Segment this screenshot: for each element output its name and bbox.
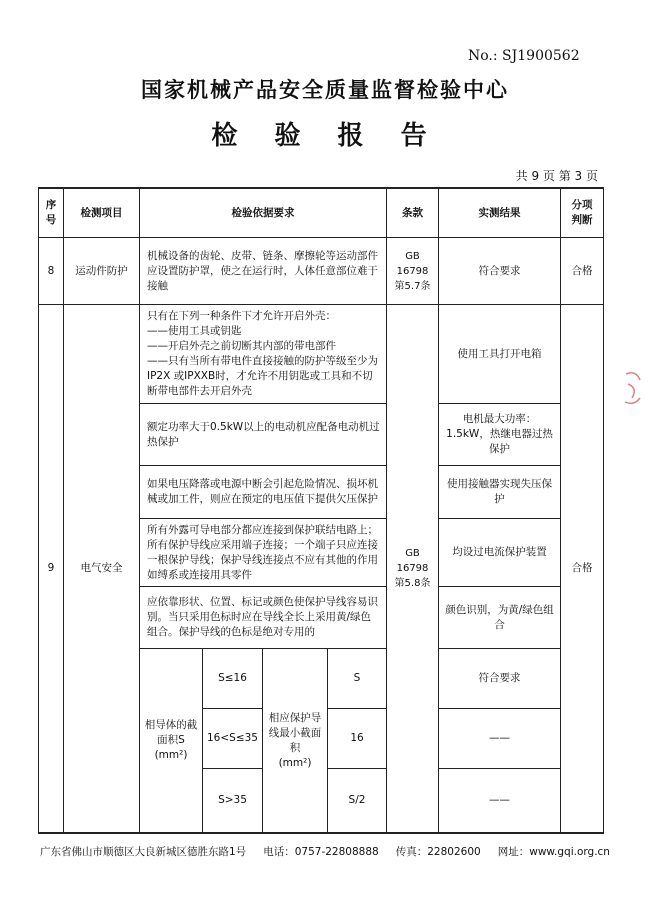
grid-result-2: —— bbox=[489, 732, 510, 744]
row9-sub1-requirement: 只有在下列一种条件下才允许开启外壳： ——使用工具或钥匙 ——开启外壳之前切断其内部的带电部件 ——只有当所有带电件直接接触的防护等级至少为IP2X 或IPXXB时，才允许不用钥匙或工具和不切断带电部件去开启外壳 bbox=[147, 310, 378, 397]
row8-judge: 合格 bbox=[571, 264, 593, 277]
header-result: 实测结果 bbox=[478, 206, 521, 219]
footer-fax: 传真：22802600 bbox=[395, 846, 481, 858]
grid-result-1: 符合要求 bbox=[478, 672, 521, 684]
header-clause: 条款 bbox=[402, 206, 423, 219]
row9-clause: GB 16798 第5.8条 bbox=[394, 548, 431, 589]
row9-sub4-result: 均设过电流保护装置 bbox=[452, 546, 547, 558]
grid-pe-3: S/2 bbox=[348, 794, 366, 806]
header-judge: 分项 判断 bbox=[571, 199, 593, 226]
pe-label: 相应保护导线最小截面积 bbox=[268, 711, 322, 754]
pe-label-cell bbox=[263, 649, 327, 832]
document-title: 检 验 报 告 bbox=[211, 121, 441, 151]
row9-sub1-result: 使用工具打开电箱 bbox=[457, 347, 542, 360]
page-indicator: 共 9 页 第 3 页 bbox=[515, 169, 598, 183]
row8-seq: 8 bbox=[47, 264, 55, 277]
grid-s-2: 16<S≤35 bbox=[207, 732, 258, 744]
row8-requirement: 机械设备的齿轮、皮带、链条、摩擦轮等运动部件应设置防护罩，使之在运行时，人体任意部位难于接触 bbox=[147, 249, 378, 292]
header-item: 检测项目 bbox=[80, 206, 123, 219]
row9-item: 电气安全 bbox=[80, 562, 123, 574]
organization-title: 国家机械产品安全质量监督检验中心 bbox=[141, 78, 509, 102]
row8-clause: GB 16798 第5.7条 bbox=[394, 250, 431, 292]
header-requirement: 检验依据要求 bbox=[231, 206, 295, 219]
row9-sub5-result: 颜色识别，为黄/绿色组合 bbox=[445, 603, 554, 631]
grid-s-1: S≤16 bbox=[218, 672, 247, 684]
row9-seq: 9 bbox=[47, 562, 55, 574]
row8-result: 符合要求 bbox=[478, 264, 521, 277]
footer-address: 广东省佛山市顺德区大良新城区德胜东路1号 bbox=[40, 846, 247, 858]
grid-pe-2: 16 bbox=[350, 732, 364, 744]
grid-pe-1: S bbox=[353, 672, 361, 684]
row9-sub2-result: 电机最大功率：1.5kW，热继电器过热保护 bbox=[446, 413, 553, 455]
row8-item: 运动件防护 bbox=[75, 264, 128, 277]
seal-fragment-icon bbox=[622, 368, 644, 408]
section-unit: (mm²) bbox=[154, 749, 188, 761]
footer-web: 网址：www.gqi.org.cn bbox=[497, 846, 610, 858]
footer bbox=[40, 844, 610, 859]
row9-sub2-requirement: 额定功率大于0.5kW以上的电动机应配备电动机过热保护 bbox=[147, 420, 380, 448]
row9-sub3-result: 使用接触器实现失压保护 bbox=[447, 478, 552, 505]
row9-sub5-requirement: 应依靠形状、位置、标记或颜色使保护导线容易识别。当只采用色标时应在导线全长上采用黄/绿色组合。保护导线的色标是绝对专用的 bbox=[147, 596, 378, 638]
row9-judge: 合格 bbox=[571, 562, 593, 574]
section-label-cell bbox=[140, 649, 202, 832]
section-label: 相导体的截面积S bbox=[144, 719, 198, 746]
header-seq: 序 号 bbox=[45, 199, 57, 226]
footer-phone: 电话：0757-22808888 bbox=[263, 846, 379, 858]
report-number: No.: SJ1900562 bbox=[468, 48, 580, 64]
row9-sub4-requirement: 所有外露可导电部分都应连接到保护联结电路上；所有保护导线应采用端子连接；一个端子只应连接一根保护导线；保护导线连接点不应有其他的作用如缚系或连接用具零件 bbox=[147, 523, 378, 581]
pe-unit: (mm²) bbox=[278, 756, 312, 769]
grid-s-3: S>35 bbox=[218, 794, 247, 806]
row9-sub3-requirement: 如果电压降落或电源中断会引起危险情况、损坏机械或加工件，则应在预定的电压值下提供欠压保护 bbox=[147, 478, 378, 505]
grid-result-3: —— bbox=[489, 794, 510, 806]
